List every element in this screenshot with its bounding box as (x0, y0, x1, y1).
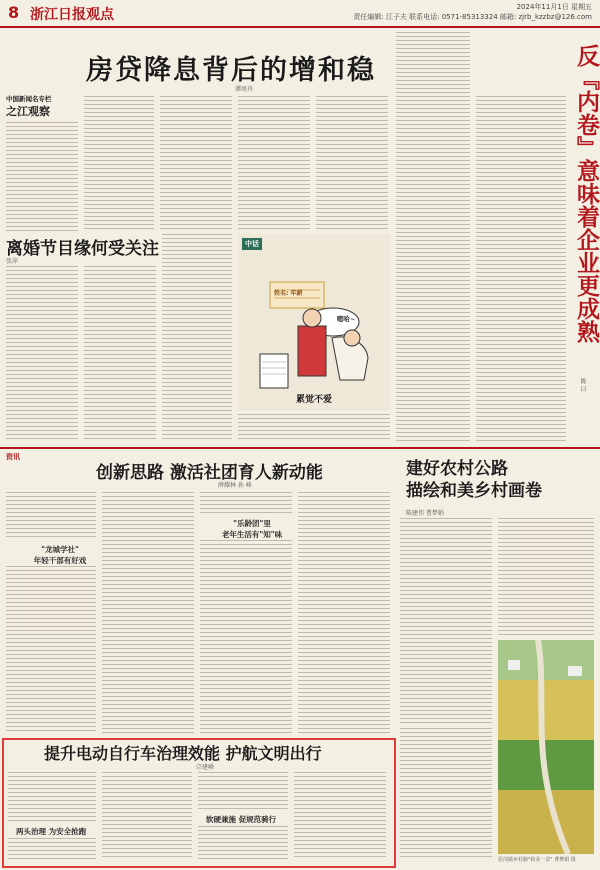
third-story-subhead-1: "龙城学社" 年轻干部有好戏 (33, 545, 87, 565)
photo-caption: 昆岗镇乡村路"和美一景" 曹梦娟 摄 (498, 857, 576, 863)
top-story-headline: 房贷降息背后的增和稳 (86, 55, 376, 86)
section-divider (0, 447, 600, 449)
masthead-info (353, 2, 592, 22)
third-story-col-2 (102, 492, 194, 734)
highlighted-col-3a (198, 772, 288, 812)
top-story-col-4 (238, 96, 310, 232)
section-name: 观点 (86, 7, 114, 23)
section-tag: 资讯 (6, 453, 20, 461)
third-story-col-3a (200, 492, 292, 514)
second-story-col-3 (162, 234, 232, 442)
date-line: 2024年11月1日 星期五 (516, 3, 592, 11)
cartoon-panel (238, 234, 390, 410)
second-story-col-1 (6, 266, 78, 442)
fourth-story-col-1b (400, 728, 492, 860)
fourth-story-headline-line2: 描绘和美乡村画卷 (406, 481, 542, 501)
highlighted-story-headline: 提升电动自行车治理效能 护航文明出行 (44, 744, 322, 763)
second-story-headline: 离婚节目缘何受关注 (6, 239, 159, 259)
right-story-col-1 (396, 32, 470, 444)
masthead (0, 0, 600, 28)
fourth-story-headline-line1: 建好农村公路 (406, 459, 508, 479)
third-story-col-4 (298, 492, 390, 734)
third-story-byline: 薛耀林 孙 峰 (218, 482, 252, 489)
highlighted-subhead-2: 软硬兼施 促规范骑行 (206, 815, 277, 824)
paper-name: 浙江日报 (30, 7, 86, 23)
cartoon-caption: 累觉不爱 (295, 395, 332, 405)
second-story-byline: 张萍 (6, 258, 19, 265)
top-story-col-5 (316, 96, 388, 232)
second-story-col-2 (84, 266, 156, 442)
highlighted-col-2 (102, 772, 192, 860)
page-number: 8 (8, 3, 20, 22)
right-divider (566, 30, 568, 444)
highlighted-col-4 (294, 772, 386, 860)
highlighted-col-1a (8, 772, 96, 822)
fourth-story-col-2 (498, 518, 594, 636)
cartoon-speech: 嗯哈~ (336, 315, 356, 323)
rural-road-illustration (498, 640, 594, 854)
cartoon-illustration (238, 234, 390, 410)
top-story-col-3 (160, 96, 232, 232)
highlighted-story-byline: 宗建峰 (196, 764, 215, 771)
third-story-headline: 创新思路 激活社团育人新动能 (96, 463, 323, 483)
right-story-col-2 (476, 96, 566, 444)
cartoon-description (238, 414, 390, 442)
editor-line: 责任编辑: 江子夫 联系电话: 0571-85313324 邮箱: zjrb_kzzbz@126.com (353, 13, 592, 21)
cartoon-sign: 姓名: 年薪 (274, 290, 303, 297)
top-story-col-2 (84, 96, 154, 232)
column-name: 之江观察 (6, 105, 50, 118)
fourth-story-col-1 (400, 518, 492, 724)
highlighted-subhead-1: 两头治理 为安全抢跑 (16, 827, 87, 836)
third-story-col-1b (6, 566, 96, 734)
fourth-story-byline: 陈建伟 曹梦娟 (406, 510, 444, 517)
third-story-col-1a (6, 492, 96, 540)
highlighted-col-1b (8, 838, 96, 860)
right-story-byline: 陈 曰 (579, 378, 586, 392)
right-story-headline: 反『内卷』意味着企业更成熟 (573, 44, 600, 343)
top-story-col-1 (6, 122, 78, 232)
rural-road-photo (498, 640, 594, 854)
fourth-story-headline (406, 458, 542, 502)
top-story-byline: 谭周舟 (235, 86, 254, 93)
highlighted-col-3b (198, 826, 288, 860)
column-badge (6, 94, 90, 119)
third-story-subhead-2: "乐龄团"里 老年生活有"知"味 (221, 519, 283, 539)
third-story-col-3b (200, 540, 292, 734)
column-tag: 中国新闻名专栏 (6, 95, 52, 103)
cartoon-label: 中话 (242, 238, 262, 250)
